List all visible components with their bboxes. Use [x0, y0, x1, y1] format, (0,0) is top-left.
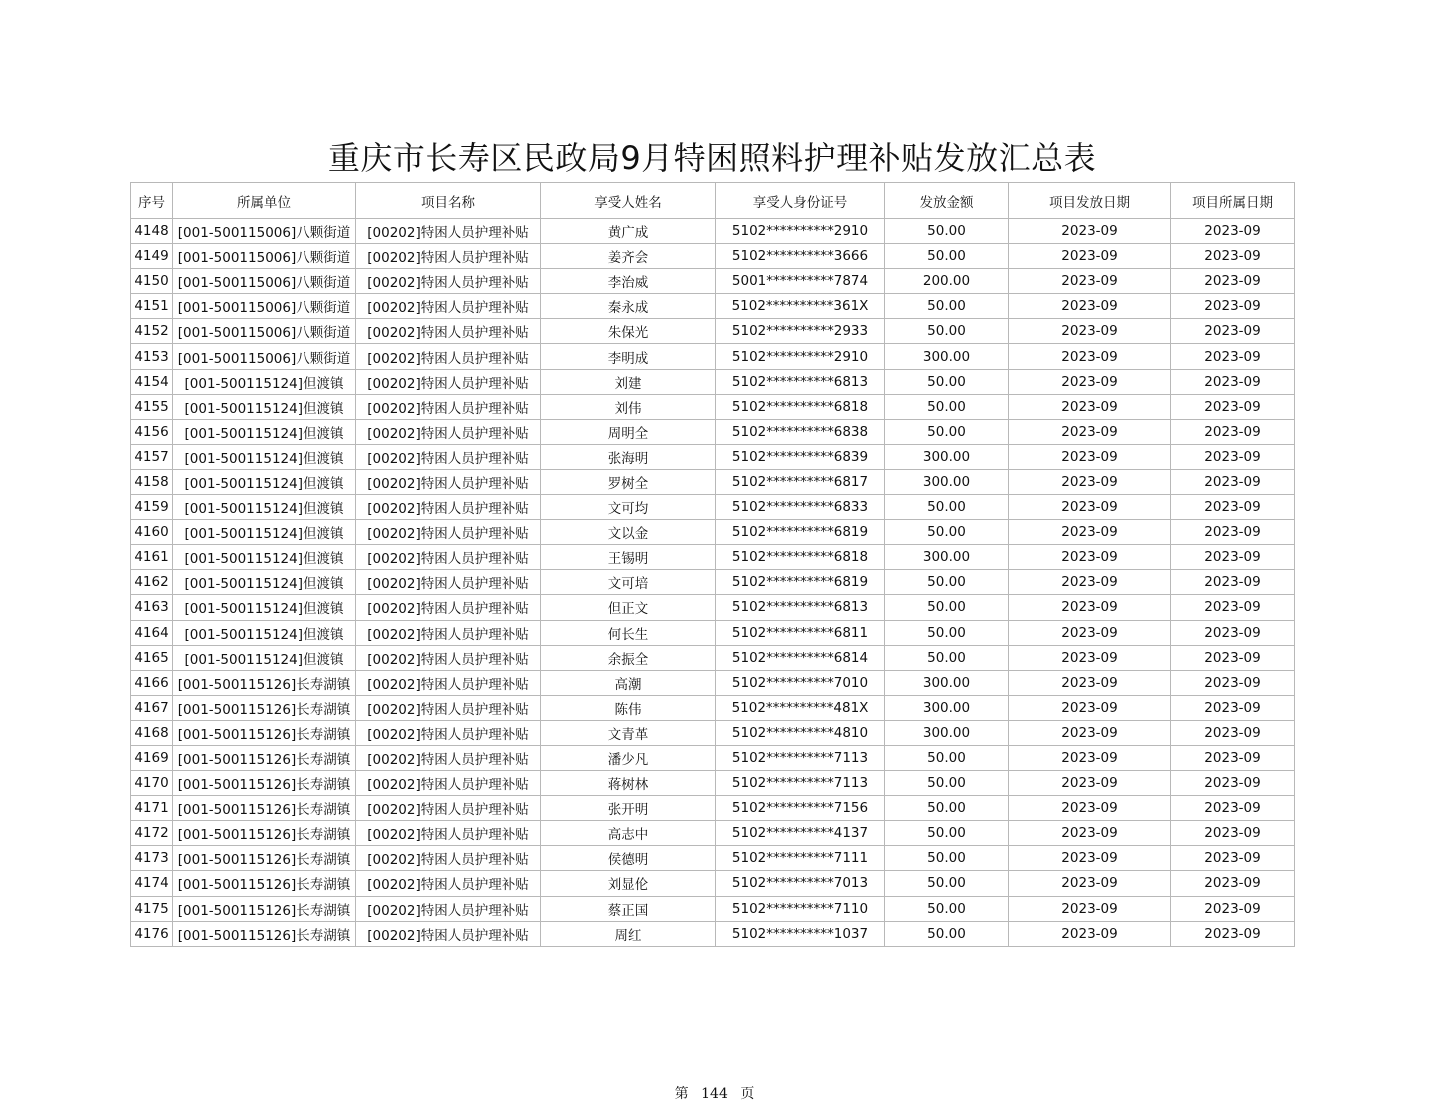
column-header-project: 项目名称 — [356, 183, 541, 219]
cell-id-number: 5102**********481X — [716, 695, 885, 720]
cell-issue-date: 2023-09 — [1009, 244, 1171, 269]
cell-project: [00202]特困人员护理补贴 — [356, 419, 541, 444]
cell-recipient-name: 张海明 — [541, 444, 716, 469]
cell-project: [00202]特困人员护理补贴 — [356, 921, 541, 946]
cell-period: 2023-09 — [1171, 846, 1295, 871]
cell-id-number: 5102**********6833 — [716, 495, 885, 520]
cell-project: [00202]特困人员护理补贴 — [356, 495, 541, 520]
cell-issue-date: 2023-09 — [1009, 871, 1171, 896]
cell-recipient-name: 姜齐会 — [541, 244, 716, 269]
cell-index: 4165 — [131, 645, 173, 670]
cell-issue-date: 2023-09 — [1009, 495, 1171, 520]
table-row — [131, 821, 1295, 846]
cell-unit: [001-500115124]但渡镇 — [173, 495, 356, 520]
cell-period: 2023-09 — [1171, 495, 1295, 520]
cell-amount: 300.00 — [885, 670, 1009, 695]
cell-index: 4161 — [131, 545, 173, 570]
cell-issue-date: 2023-09 — [1009, 394, 1171, 419]
cell-id-number: 5102**********6838 — [716, 419, 885, 444]
cell-id-number: 5102**********4137 — [716, 821, 885, 846]
cell-index: 4164 — [131, 620, 173, 645]
cell-index: 4148 — [131, 219, 173, 244]
cell-project: [00202]特困人员护理补贴 — [356, 244, 541, 269]
cell-recipient-name: 文以金 — [541, 520, 716, 545]
table-row — [131, 796, 1295, 821]
cell-unit: [001-500115006]八颗街道 — [173, 269, 356, 294]
cell-amount: 50.00 — [885, 394, 1009, 419]
cell-id-number: 5102**********2910 — [716, 344, 885, 369]
table-row — [131, 244, 1295, 269]
cell-id-number: 5102**********7113 — [716, 771, 885, 796]
cell-issue-date: 2023-09 — [1009, 269, 1171, 294]
cell-amount: 50.00 — [885, 620, 1009, 645]
cell-project: [00202]特困人员护理补贴 — [356, 695, 541, 720]
table-row — [131, 871, 1295, 896]
cell-id-number: 5102**********3666 — [716, 244, 885, 269]
table-row — [131, 294, 1295, 319]
cell-issue-date: 2023-09 — [1009, 821, 1171, 846]
cell-amount: 50.00 — [885, 846, 1009, 871]
cell-project: [00202]特困人员护理补贴 — [356, 469, 541, 494]
cell-recipient-name: 陈伟 — [541, 695, 716, 720]
cell-unit: [001-500115124]但渡镇 — [173, 545, 356, 570]
cell-project: [00202]特困人员护理补贴 — [356, 670, 541, 695]
cell-unit: [001-500115126]长寿湖镇 — [173, 720, 356, 745]
cell-period: 2023-09 — [1171, 595, 1295, 620]
page-footer-suffix: 页 — [740, 1086, 755, 1102]
cell-index: 4171 — [131, 796, 173, 821]
table-header-row — [131, 183, 1295, 219]
cell-issue-date: 2023-09 — [1009, 319, 1171, 344]
cell-issue-date: 2023-09 — [1009, 796, 1171, 821]
cell-amount: 50.00 — [885, 796, 1009, 821]
page-footer-prefix: 第 — [674, 1086, 689, 1102]
cell-index: 4174 — [131, 871, 173, 896]
table-row — [131, 419, 1295, 444]
cell-period: 2023-09 — [1171, 821, 1295, 846]
cell-id-number: 5102**********6814 — [716, 645, 885, 670]
cell-amount: 300.00 — [885, 545, 1009, 570]
cell-issue-date: 2023-09 — [1009, 846, 1171, 871]
cell-index: 4159 — [131, 495, 173, 520]
cell-id-number: 5102**********6819 — [716, 570, 885, 595]
cell-recipient-name: 蔡正国 — [541, 896, 716, 921]
cell-id-number: 5102**********7013 — [716, 871, 885, 896]
cell-project: [00202]特困人员护理补贴 — [356, 796, 541, 821]
cell-recipient-name: 秦永成 — [541, 294, 716, 319]
cell-index: 4155 — [131, 394, 173, 419]
cell-project: [00202]特困人员护理补贴 — [356, 896, 541, 921]
cell-amount: 50.00 — [885, 319, 1009, 344]
cell-period: 2023-09 — [1171, 545, 1295, 570]
cell-id-number: 5102**********6813 — [716, 369, 885, 394]
cell-index: 4172 — [131, 821, 173, 846]
cell-period: 2023-09 — [1171, 645, 1295, 670]
cell-index: 4149 — [131, 244, 173, 269]
cell-id-number: 5102**********2933 — [716, 319, 885, 344]
cell-project: [00202]特困人员护理补贴 — [356, 269, 541, 294]
cell-id-number: 5001**********7874 — [716, 269, 885, 294]
column-header-recipient-name: 享受人姓名 — [541, 183, 716, 219]
cell-recipient-name: 高志中 — [541, 821, 716, 846]
cell-project: [00202]特困人员护理补贴 — [356, 444, 541, 469]
column-header-period: 项目所属日期 — [1171, 183, 1295, 219]
cell-issue-date: 2023-09 — [1009, 745, 1171, 770]
cell-period: 2023-09 — [1171, 244, 1295, 269]
cell-id-number: 5102**********6818 — [716, 394, 885, 419]
cell-amount: 200.00 — [885, 269, 1009, 294]
cell-issue-date: 2023-09 — [1009, 294, 1171, 319]
cell-amount: 50.00 — [885, 570, 1009, 595]
cell-amount: 300.00 — [885, 469, 1009, 494]
table-body — [131, 219, 1295, 947]
cell-id-number: 5102**********4810 — [716, 720, 885, 745]
cell-id-number: 5102**********7111 — [716, 846, 885, 871]
table-row — [131, 846, 1295, 871]
cell-recipient-name: 文可均 — [541, 495, 716, 520]
cell-amount: 50.00 — [885, 495, 1009, 520]
cell-id-number: 5102**********2910 — [716, 219, 885, 244]
cell-amount: 50.00 — [885, 219, 1009, 244]
cell-issue-date: 2023-09 — [1009, 670, 1171, 695]
table-row — [131, 771, 1295, 796]
column-header-unit: 所属单位 — [173, 183, 356, 219]
cell-recipient-name: 李治威 — [541, 269, 716, 294]
cell-issue-date: 2023-09 — [1009, 570, 1171, 595]
cell-issue-date: 2023-09 — [1009, 695, 1171, 720]
cell-recipient-name: 高潮 — [541, 670, 716, 695]
cell-index: 4150 — [131, 269, 173, 294]
cell-recipient-name: 罗树全 — [541, 469, 716, 494]
cell-index: 4169 — [131, 745, 173, 770]
cell-project: [00202]特困人员护理补贴 — [356, 745, 541, 770]
cell-recipient-name: 侯德明 — [541, 846, 716, 871]
cell-recipient-name: 蒋树林 — [541, 771, 716, 796]
cell-id-number: 5102**********6817 — [716, 469, 885, 494]
cell-amount: 50.00 — [885, 896, 1009, 921]
cell-project: [00202]特困人员护理补贴 — [356, 821, 541, 846]
cell-recipient-name: 潘少凡 — [541, 745, 716, 770]
column-header-id-number: 享受人身份证号 — [716, 183, 885, 219]
cell-unit: [001-500115124]但渡镇 — [173, 469, 356, 494]
cell-project: [00202]特困人员护理补贴 — [356, 620, 541, 645]
cell-unit: [001-500115126]长寿湖镇 — [173, 695, 356, 720]
cell-recipient-name: 文可培 — [541, 570, 716, 595]
cell-unit: [001-500115124]但渡镇 — [173, 444, 356, 469]
cell-index: 4163 — [131, 595, 173, 620]
cell-issue-date: 2023-09 — [1009, 720, 1171, 745]
cell-recipient-name: 刘伟 — [541, 394, 716, 419]
cell-issue-date: 2023-09 — [1009, 545, 1171, 570]
table-row — [131, 570, 1295, 595]
cell-period: 2023-09 — [1171, 294, 1295, 319]
cell-recipient-name: 周明全 — [541, 419, 716, 444]
cell-period: 2023-09 — [1171, 419, 1295, 444]
table-row — [131, 344, 1295, 369]
cell-project: [00202]特困人员护理补贴 — [356, 219, 541, 244]
cell-project: [00202]特困人员护理补贴 — [356, 771, 541, 796]
cell-index: 4156 — [131, 419, 173, 444]
cell-index: 4162 — [131, 570, 173, 595]
column-header-issue-date: 项目发放日期 — [1009, 183, 1171, 219]
cell-amount: 50.00 — [885, 244, 1009, 269]
cell-period: 2023-09 — [1171, 394, 1295, 419]
table-row — [131, 469, 1295, 494]
cell-id-number: 5102**********6839 — [716, 444, 885, 469]
cell-period: 2023-09 — [1171, 670, 1295, 695]
cell-period: 2023-09 — [1171, 745, 1295, 770]
cell-unit: [001-500115126]长寿湖镇 — [173, 796, 356, 821]
table-row — [131, 269, 1295, 294]
cell-period: 2023-09 — [1171, 896, 1295, 921]
cell-recipient-name: 何长生 — [541, 620, 716, 645]
cell-amount: 50.00 — [885, 921, 1009, 946]
cell-id-number: 5102**********6811 — [716, 620, 885, 645]
cell-amount: 50.00 — [885, 520, 1009, 545]
table-row — [131, 369, 1295, 394]
table-row — [131, 745, 1295, 770]
cell-unit: [001-500115006]八颗街道 — [173, 294, 356, 319]
table-row — [131, 520, 1295, 545]
cell-amount: 300.00 — [885, 720, 1009, 745]
cell-amount: 50.00 — [885, 821, 1009, 846]
cell-issue-date: 2023-09 — [1009, 921, 1171, 946]
cell-id-number: 5102**********7113 — [716, 745, 885, 770]
cell-recipient-name: 李明成 — [541, 344, 716, 369]
cell-amount: 50.00 — [885, 294, 1009, 319]
cell-recipient-name: 刘建 — [541, 369, 716, 394]
cell-project: [00202]特困人员护理补贴 — [356, 595, 541, 620]
cell-period: 2023-09 — [1171, 570, 1295, 595]
table-row — [131, 495, 1295, 520]
cell-project: [00202]特困人员护理补贴 — [356, 570, 541, 595]
cell-unit: [001-500115124]但渡镇 — [173, 645, 356, 670]
cell-id-number: 5102**********7010 — [716, 670, 885, 695]
cell-id-number: 5102**********361X — [716, 294, 885, 319]
cell-period: 2023-09 — [1171, 796, 1295, 821]
cell-period: 2023-09 — [1171, 344, 1295, 369]
cell-unit: [001-500115006]八颗街道 — [173, 219, 356, 244]
cell-unit: [001-500115124]但渡镇 — [173, 570, 356, 595]
cell-issue-date: 2023-09 — [1009, 469, 1171, 494]
cell-issue-date: 2023-09 — [1009, 645, 1171, 670]
cell-recipient-name: 黄广成 — [541, 219, 716, 244]
cell-issue-date: 2023-09 — [1009, 444, 1171, 469]
cell-unit: [001-500115126]长寿湖镇 — [173, 896, 356, 921]
cell-index: 4167 — [131, 695, 173, 720]
cell-project: [00202]特困人员护理补贴 — [356, 545, 541, 570]
table-row — [131, 896, 1295, 921]
cell-amount: 50.00 — [885, 369, 1009, 394]
cell-project: [00202]特困人员护理补贴 — [356, 846, 541, 871]
cell-recipient-name: 王锡明 — [541, 545, 716, 570]
cell-index: 4151 — [131, 294, 173, 319]
cell-amount: 50.00 — [885, 871, 1009, 896]
cell-unit: [001-500115006]八颗街道 — [173, 319, 356, 344]
cell-issue-date: 2023-09 — [1009, 620, 1171, 645]
cell-amount: 50.00 — [885, 771, 1009, 796]
table-row — [131, 444, 1295, 469]
cell-period: 2023-09 — [1171, 319, 1295, 344]
cell-issue-date: 2023-09 — [1009, 771, 1171, 796]
cell-id-number: 5102**********7156 — [716, 796, 885, 821]
cell-period: 2023-09 — [1171, 921, 1295, 946]
cell-issue-date: 2023-09 — [1009, 419, 1171, 444]
cell-project: [00202]特困人员护理补贴 — [356, 369, 541, 394]
cell-amount: 50.00 — [885, 745, 1009, 770]
cell-unit: [001-500115126]长寿湖镇 — [173, 846, 356, 871]
cell-issue-date: 2023-09 — [1009, 219, 1171, 244]
cell-period: 2023-09 — [1171, 444, 1295, 469]
cell-amount: 300.00 — [885, 344, 1009, 369]
cell-issue-date: 2023-09 — [1009, 595, 1171, 620]
cell-index: 4154 — [131, 369, 173, 394]
cell-period: 2023-09 — [1171, 620, 1295, 645]
cell-recipient-name: 周红 — [541, 921, 716, 946]
cell-project: [00202]特困人员护理补贴 — [356, 871, 541, 896]
cell-project: [00202]特困人员护理补贴 — [356, 645, 541, 670]
cell-index: 4160 — [131, 520, 173, 545]
cell-unit: [001-500115126]长寿湖镇 — [173, 745, 356, 770]
cell-index: 4168 — [131, 720, 173, 745]
cell-project: [00202]特困人员护理补贴 — [356, 394, 541, 419]
cell-issue-date: 2023-09 — [1009, 520, 1171, 545]
cell-index: 4176 — [131, 921, 173, 946]
cell-id-number: 5102**********6818 — [716, 545, 885, 570]
cell-amount: 50.00 — [885, 645, 1009, 670]
cell-project: [00202]特困人员护理补贴 — [356, 720, 541, 745]
cell-id-number: 5102**********6813 — [716, 595, 885, 620]
cell-index: 4153 — [131, 344, 173, 369]
cell-recipient-name: 余振全 — [541, 645, 716, 670]
cell-unit: [001-500115126]长寿湖镇 — [173, 771, 356, 796]
cell-unit: [001-500115124]但渡镇 — [173, 595, 356, 620]
cell-project: [00202]特困人员护理补贴 — [356, 520, 541, 545]
cell-recipient-name: 刘显伦 — [541, 871, 716, 896]
cell-unit: [001-500115124]但渡镇 — [173, 369, 356, 394]
table-row — [131, 921, 1295, 946]
cell-amount: 300.00 — [885, 444, 1009, 469]
page-footer — [0, 1084, 1429, 1104]
cell-id-number: 5102**********7110 — [716, 896, 885, 921]
cell-project: [00202]特困人员护理补贴 — [356, 344, 541, 369]
table-row — [131, 720, 1295, 745]
cell-unit: [001-500115124]但渡镇 — [173, 394, 356, 419]
table-row — [131, 595, 1295, 620]
cell-recipient-name: 张开明 — [541, 796, 716, 821]
cell-index: 4157 — [131, 444, 173, 469]
cell-unit: [001-500115124]但渡镇 — [173, 419, 356, 444]
cell-period: 2023-09 — [1171, 520, 1295, 545]
cell-unit: [001-500115126]长寿湖镇 — [173, 821, 356, 846]
cell-unit: [001-500115126]长寿湖镇 — [173, 670, 356, 695]
table-row — [131, 645, 1295, 670]
cell-period: 2023-09 — [1171, 469, 1295, 494]
cell-id-number: 5102**********1037 — [716, 921, 885, 946]
table-row — [131, 695, 1295, 720]
column-header-index: 序号 — [131, 183, 173, 219]
cell-index: 4152 — [131, 319, 173, 344]
cell-period: 2023-09 — [1171, 720, 1295, 745]
column-header-amount: 发放金额 — [885, 183, 1009, 219]
cell-index: 4173 — [131, 846, 173, 871]
table-row — [131, 319, 1295, 344]
cell-amount: 50.00 — [885, 419, 1009, 444]
cell-period: 2023-09 — [1171, 369, 1295, 394]
table-row — [131, 545, 1295, 570]
subsidy-table — [130, 182, 1295, 947]
table-row — [131, 219, 1295, 244]
cell-issue-date: 2023-09 — [1009, 344, 1171, 369]
table-row — [131, 670, 1295, 695]
cell-period: 2023-09 — [1171, 695, 1295, 720]
cell-issue-date: 2023-09 — [1009, 369, 1171, 394]
cell-amount: 300.00 — [885, 695, 1009, 720]
cell-index: 4170 — [131, 771, 173, 796]
cell-period: 2023-09 — [1171, 219, 1295, 244]
cell-index: 4175 — [131, 896, 173, 921]
cell-unit: [001-500115124]但渡镇 — [173, 620, 356, 645]
cell-recipient-name: 朱保光 — [541, 319, 716, 344]
table-row — [131, 620, 1295, 645]
cell-id-number: 5102**********6819 — [716, 520, 885, 545]
cell-project: [00202]特困人员护理补贴 — [356, 294, 541, 319]
cell-unit: [001-500115006]八颗街道 — [173, 244, 356, 269]
cell-project: [00202]特困人员护理补贴 — [356, 319, 541, 344]
cell-unit: [001-500115006]八颗街道 — [173, 344, 356, 369]
cell-issue-date: 2023-09 — [1009, 896, 1171, 921]
cell-unit: [001-500115124]但渡镇 — [173, 520, 356, 545]
cell-recipient-name: 文青革 — [541, 720, 716, 745]
cell-amount: 50.00 — [885, 595, 1009, 620]
page-number: 144 — [701, 1086, 728, 1102]
cell-period: 2023-09 — [1171, 269, 1295, 294]
cell-recipient-name: 但正文 — [541, 595, 716, 620]
table-row — [131, 394, 1295, 419]
cell-index: 4166 — [131, 670, 173, 695]
cell-unit: [001-500115126]长寿湖镇 — [173, 921, 356, 946]
cell-unit: [001-500115126]长寿湖镇 — [173, 871, 356, 896]
cell-index: 4158 — [131, 469, 173, 494]
document-title: 重庆市长寿区民政局9月特困照料护理补贴发放汇总表 — [327, 139, 1097, 177]
cell-period: 2023-09 — [1171, 771, 1295, 796]
cell-period: 2023-09 — [1171, 871, 1295, 896]
